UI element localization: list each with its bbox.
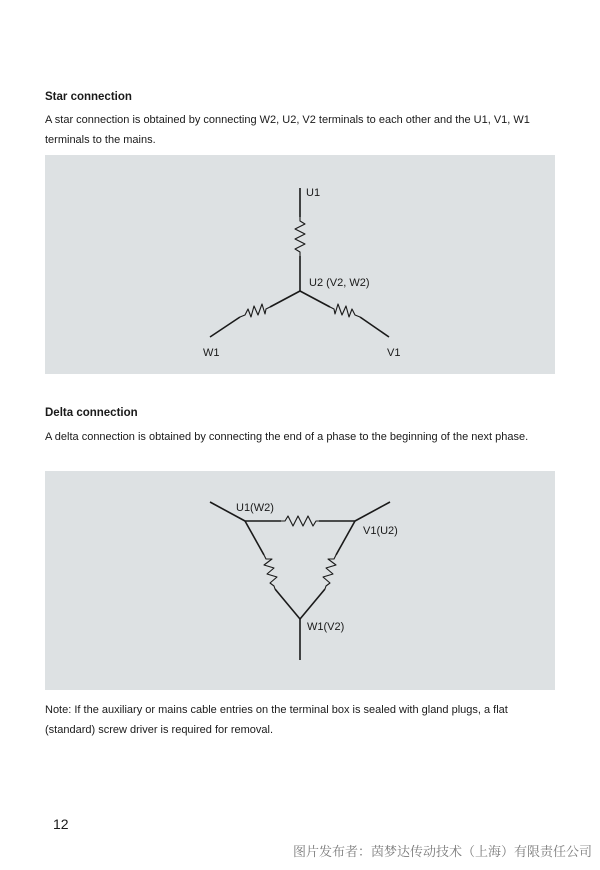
star-wire-w1 <box>210 317 240 337</box>
delta-label-w1: W1(V2) <box>307 621 345 633</box>
delta-label-v1: V1(U2) <box>363 525 398 537</box>
star-resistor-u1 <box>295 217 305 256</box>
delta-wire-left-bottom <box>275 589 300 619</box>
delta-description: A delta connection is obtained by connecting the end of a phase to the beginning of the next phase. <box>45 431 529 443</box>
star-wire-center-v <box>300 291 330 307</box>
star-resistor-v1 <box>330 304 360 317</box>
publisher-credit: 图片发布者：茵梦达传动技术（上海）有限责任公司 <box>292 845 592 860</box>
delta-diagram <box>45 471 555 690</box>
star-description: A star connection is obtained by connecting W2, U2, V2 terminals to each other and the U1, V1, W1 terminals to the mains. <box>45 114 530 146</box>
star-diagram <box>45 155 555 374</box>
delta-wire-right-bottom <box>300 589 325 619</box>
note-text: Note: If the auxiliary or mains cable entries on the terminal box is sealed with gland plugs, a flat (standard) screw driver is required for removal. <box>45 704 508 736</box>
delta-resistor-top <box>281 516 319 526</box>
delta-lead-v1 <box>355 502 390 521</box>
delta-resistor-left <box>264 555 277 589</box>
delta-resistor-right <box>323 555 336 589</box>
delta-wire-right-top <box>336 521 355 555</box>
star-heading: Star connection <box>45 91 132 103</box>
delta-wire-left-top <box>245 521 264 555</box>
star-label-w1: W1 <box>203 347 220 359</box>
star-wire-center-w <box>270 291 300 307</box>
star-wire-v1 <box>360 317 389 337</box>
delta-heading: Delta connection <box>45 407 138 419</box>
star-label-v1: V1 <box>387 347 401 359</box>
delta-label-u1: U1(W2) <box>236 502 274 514</box>
page-number: 12 <box>53 816 69 832</box>
star-label-u1: U1 <box>306 187 321 199</box>
star-label-center: U2 (V2, W2) <box>309 277 370 289</box>
star-resistor-w1 <box>240 304 270 317</box>
